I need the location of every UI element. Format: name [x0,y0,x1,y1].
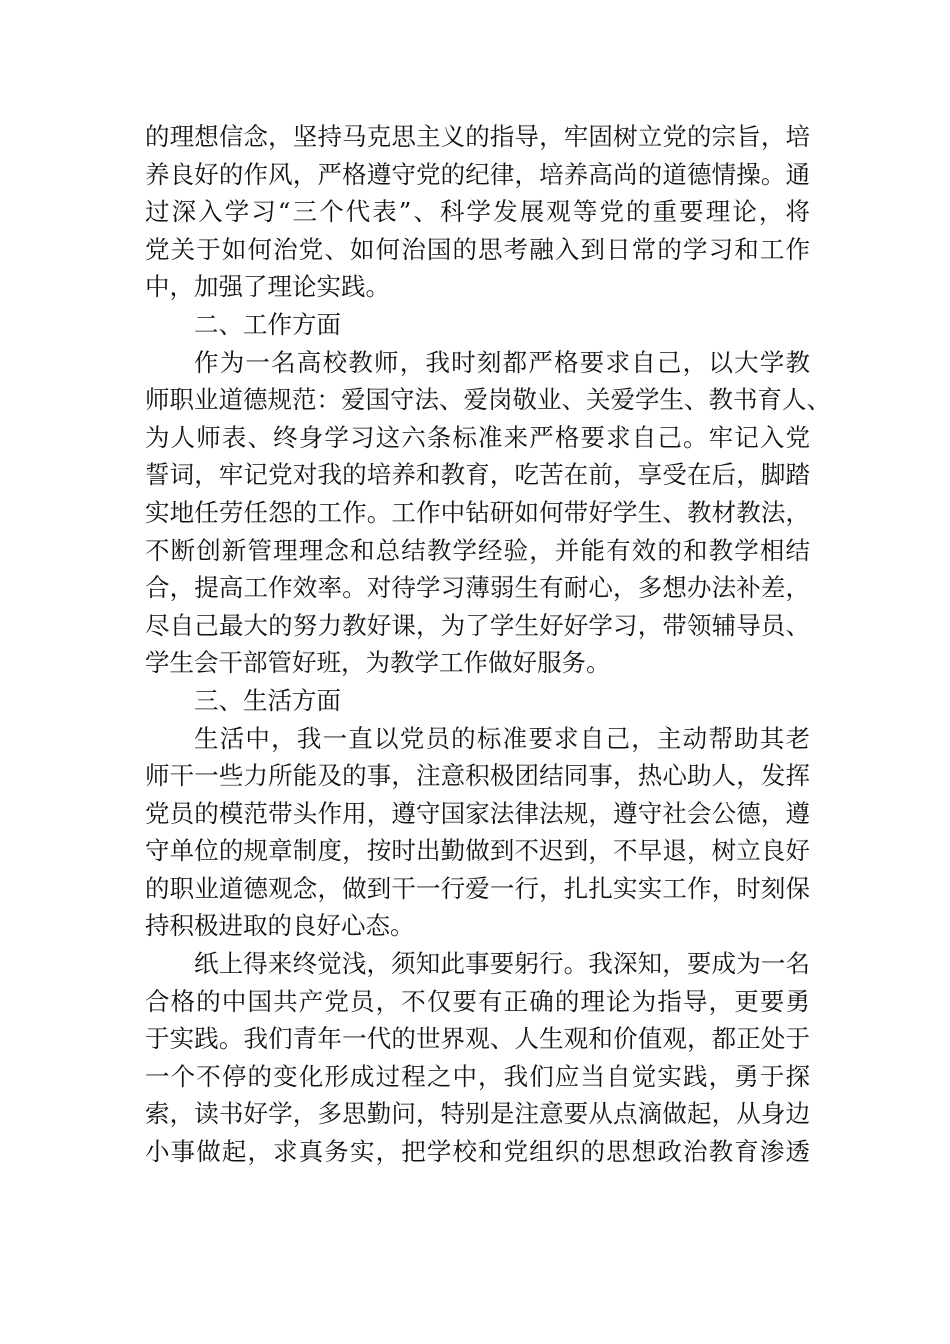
text-line: 一个不停的变化形成过程之中，我们应当自觉实践，勇于探 [145,1061,810,1091]
text-line: 纸上得来终觉浅，须知此事要躬行。我深知，要成为一名 [194,949,810,979]
heading-text: 三、生活方面 [194,685,341,715]
text-line: 的理想信念，坚持马克思主义的指导，牢固树立党的宗旨，培 [145,122,810,151]
text-line: 师干一些力所能及的事，注意积极团结同事，热心助人，发挥 [145,761,810,791]
paragraph [145,945,810,1171]
text-line: 尽自己最大的努力教好课，为了学生好好学习，带领辅导员、 [145,610,810,640]
text-line: 过深入学习“三个代表”、科学发展观等党的重要理论，将 [145,197,810,227]
text-line: 索，读书好学，多思勤问，特别是注意要从点滴做起，从身边 [145,1099,810,1129]
text-line: 不断创新管理理念和总结教学经验，并能有效的和教学相结 [145,535,810,565]
text-line: 守单位的规章制度，按时出勤做到不迟到，不早退，树立良好 [145,836,810,866]
text-line: 的职业道德观念，做到干一行爱一行，扎扎实实工作，时刻保 [145,873,810,903]
text-line: 合格的中国共产党员，不仅要有正确的理论为指导，更要勇 [145,986,810,1016]
text-line: 实地任劳任怨的工作。工作中钻研如何带好学生、教材教法， [145,497,810,527]
section-heading [145,306,810,344]
text-line: 党员的模范带头作用，遵守国家法律法规，遵守社会公德，遵 [145,798,810,828]
text-line: 为人师表、终身学习这六条标准来严格要求自己。牢记入党 [145,422,810,452]
heading-text: 二、工作方面 [194,309,341,339]
text-line: 党关于如何治党、如何治国的思考融入到日常的学习和工作 [145,234,810,264]
text-line: 生活中，我一直以党员的标准要求自己，主动帮助其老 [194,723,810,753]
text-line: 养良好的作风，严格遵守党的纪律，培养高尚的道德情操。通 [145,159,810,189]
paragraph [145,344,831,682]
text-line: 作为一名高校教师，我时刻都严格要求自己，以大学教 [194,347,810,377]
text-line: 师职业道德规范：爱国守法、爱岗敬业、关爱学生、教书育人、 [145,385,831,415]
text-line: 誓词，牢记党对我的培养和教育，吃苦在前，享受在后，脚踏 [145,460,810,490]
text-line: 学生会干部管好班，为教学工作做好服务。 [145,648,611,678]
document-body [145,118,831,1171]
text-line: 小事做起，求真务实，把学校和党组织的思想政治教育渗透 [145,1137,810,1167]
text-line: 于实践。我们青年一代的世界观、人生观和价值观，都正处于 [145,1024,810,1054]
paragraph [145,720,810,946]
text-line: 合，提高工作效率。对待学习薄弱生有耐心，多想办法补差， [145,573,810,603]
paragraph [145,118,810,306]
section-heading [145,682,810,720]
text-line: 中，加强了理论实践。 [145,272,390,302]
text-line: 持积极进取的良好心态。 [145,911,415,941]
